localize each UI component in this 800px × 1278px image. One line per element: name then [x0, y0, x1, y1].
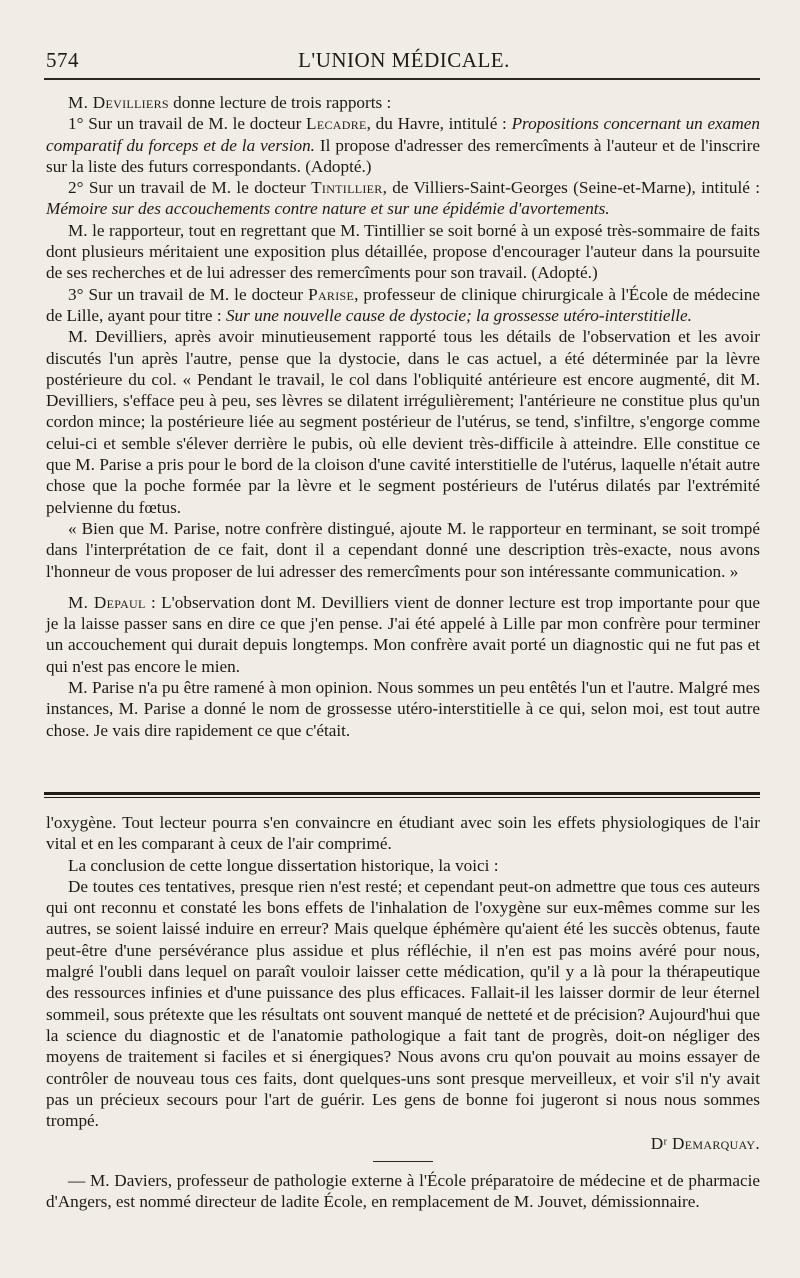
section-separator-thick [44, 792, 760, 795]
paragraph-rapporteur-conclusion: « Bien que M. Parise, notre confrère distingué, ajoute M. le rapporteur en terminant, se soit trompé dans l'interprétation de ce fait, dont il a cependant donné une description très-exacte, nous avons l'honneur de vous proposer de lui adresser des remercîments pour son intéressante communication. » [46, 518, 760, 581]
section-separator-thin [44, 797, 760, 798]
short-rule [373, 1161, 433, 1162]
paragraph-conclusion-intro: La conclusion de cette longue dissertation historique, la voici : [68, 855, 499, 875]
paragraph-rapporteur-tintillier: M. le rapporteur, tout en regrettant que M. Tintillier se soit borné à un exposé très-sommaire de faits dont plusieurs méritaient une exposition plus détaillée, propose d'encourager l'auteur dans la poursuite de ses recherches et de lui adresser des remercîments pour son travail. (Adopté.) [46, 220, 760, 283]
paragraph-devilliers-analysis: M. Devilliers, après avoir minutieusement rapporté tous les détails de l'observation et les avoir discutés l'un après l'autre, pense que la dystocie, dans le cas actuel, a été déterminée par la lèvre postérieure du col. « Pendant le travail, le col dans l'obliquité antérieure est encore augmenté, dit M. Devilliers, s'efface peu à peu, ses lèvres se dilatent irrégulièrement; l'antérieure ne constitue plus qu'un cordon mince; la postérieure liée au segment postérieur de l'utérus, se tend, s'infiltre, s'engorge comme celui-ci et semble s'élever derrière le pubis, où elle devient très-difficile à atteindre. Elle constitue ce que M. Parise a pris pour le bord de la cloison d'une cavité interstitielle de l'utérus, laquelle n'était autre chose que la poche formée par la lèvre et le segment postérieurs de l'utérus dilatés par l'extrémité pelvienne du fœtus. [46, 327, 760, 517]
page-header [46, 44, 762, 78]
running-title: L'UNION MÉDICALE. [298, 48, 510, 72]
paragraph-daviers-appointment: — M. Daviers, professeur de pathologie externe à l'École préparatoire de médecine et de pharmacie d'Angers, est nommé directeur de ladite École, en remplacement de M. Jouvet, démissionnaire. [46, 1170, 760, 1212]
paragraph-parise-opinion: M. Parise n'a pu être ramené à mon opinion. Nous sommes un peu entêtés l'un et l'autre. Malgré mes instances, M. Parise a donné le nom de grossesse utéro-interstitielle à ce qui, selon moi, est tout autre chose. Je vais dire rapidement ce que c'était. [46, 678, 760, 740]
paragraph-conclusion: De toutes ces tentatives, presque rien n'est resté; et cependant peut-on admettre que tous ces auteurs qui ont reconnu et constaté les bons effets de l'inhalation de l'oxygène sur eux-mêmes comme sur les autres, se soient laissé induire en erreur? Mais quelque éphémère qu'aient été les succès obtenus, faute peut-être d'une persévérance plus assidue et plus réfléchie, il n'en est pas moins avéré pour nous, malgré l'oubli dans lequel on paraît vouloir laisser cette médication, qu'il y a là pour la thérapeutique des ressources infinies et d'une puissance des plus efficaces. Fallait-il les laisser dormir de leur éternel sommeil, sous prétexte que les résultats ont souvent manqué de netteté et de précision? Aujourd'hui que la science du diagnostic et de l'anatomie pathologique a fait tant de progrès, doit-on négliger des moyens de traitement si faciles et si énergiques? Nous avons cru qu'on pouvait au moins essayer de contrôler de nouveau tous ces faits, dont quelques-uns sont presque merveilleux, et voir s'il n'y avait pas un précieux secours pour l'art de guérir. Les gens de bonne foi jugeront si nous nous sommes trompé. [46, 876, 760, 1131]
session-report-section [46, 92, 760, 741]
paragraph-report-1: 1° Sur un travail de M. le docteur Lecadre, du Havre, intitulé : Propositions concernant un examen comparatif du forceps et de la version. Il propose d'adresser des remercîments à l'auteur et de l'inscrire sur la liste des futurs correspondants. (Adopté.) [46, 114, 760, 176]
paragraph-depaul: M. Depaul : L'observation dont M. Devilliers vient de donner lecture est trop importante pour que je la laisse passer sans en dire ce que j'en pense. J'ai été appelé à Lille par mon confrère pour terminer un accouchement qui durait depuis longtemps. Mon confrère avait porté un diagnostic qui ne fut pas et qui n'est pas encore le mien. [46, 592, 760, 676]
paragraph-report-2: 2° Sur un travail de M. le docteur Tintillier, de Villiers-Saint-Georges (Seine-et-Marne), intitulé : Mémoire sur des accouchements contre nature et sur une épidémie d'avortements. [46, 178, 760, 219]
paragraph-devilliers-intro: M. Devilliers donne lecture de trois rapports : [68, 93, 392, 112]
page-number: 574 [46, 48, 79, 72]
header-rule [44, 78, 760, 80]
feuilleton-section [46, 812, 760, 1212]
paragraph-report-3: 3° Sur un travail de M. le docteur Parise, professeur de clinique chirurgicale à l'École de médecine de Lille, ayant pour titre : Sur une nouvelle cause de dystocie; la grossesse utéro-interstitielle. [46, 284, 760, 325]
author-signature: Dʳ Demarquay. [650, 1134, 760, 1154]
paragraph-oxygen: l'oxygène. Tout lecteur pourra s'en convaincre en étudiant avec soin les effets physiologiques de l'air vital et en les comparant à ceux de l'air comprimé. [46, 813, 760, 854]
